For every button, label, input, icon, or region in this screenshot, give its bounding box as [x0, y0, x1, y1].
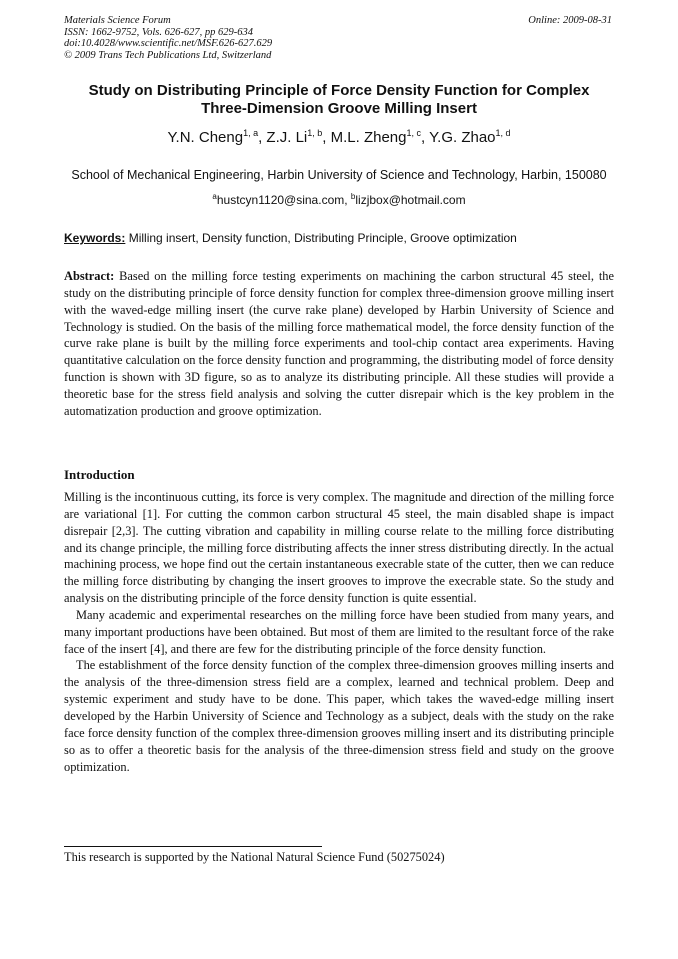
author: Y.G. Zhao$^{1, d}$ [429, 128, 511, 146]
title-line-1: Study on Distributing Principle of Force Density Function for Complex [88, 82, 590, 99]
issn-line: ISSN: 1662-9752, Vols. 626-627, pp 629-634 [64, 26, 253, 38]
keywords-text: Milling insert, Density function, Distributing Principle, Groove optimization [125, 231, 517, 245]
keywords-label: Keywords: [64, 231, 126, 245]
email-a: hustcyn1120@sina.com [216, 193, 345, 207]
paragraph: Many academic and experimental researches on the milling force have been studied from many years, and many important productions have been obtained. But most of them are limited to the resultant force of the rake face of the insert [4], and there are few for the distributing principle of the force density function. [64, 607, 614, 656]
abstract-text: Based on the milling force testing experiments on machining the carbon structural 45 steel, the study on the distributing principle of force density function for complex three-dimension groove milling insert with the waved-edge milling insert (the curve rake plane) developed by Harbin University of Science and Technology is studied. On the basis of the milling force mathematical model, the force density function of the curve rake plane is built by the milling force experiments and tool-chip contact area experiments. Having quantitative calculation on the force density function and programming, the distributing model of force density function is shown with 3D figure, so as to analyze its distributing principle. All these studies will provide a theoretic base for the stress field analysis and solving the cutter disrepair which is the key problem in the automatization production and groove optimization. [64, 269, 614, 418]
footnote-divider [64, 846, 322, 847]
keywords [64, 231, 618, 245]
author: Y.N. Cheng$^{1, a}$, [167, 128, 267, 146]
introduction-body [64, 489, 614, 775]
paragraph: The establishment of the force density function of the complex three-dimension grooves milling inserts and the analysis of the three-dimension stress field are a complex, learned and technical problem. Deep and systemic experiment and study have to be done. This paper, which takes the waved-edge milling insert developed by the Harbin University of Science and Technology as a subject, deals with the study on the rake face force density function of the complex three-dimension grooves milling insert and its distributing principle so as to offer a theoretic basis for the analysis of the three-dimension stress field and study on the groove optimization. [64, 658, 614, 774]
email-b: lizjbox@hotmail.com [355, 193, 466, 207]
paragraph: Milling is the incontinuous cutting, its force is very complex. The magnitude and direction of the milling force are variational [1]. For cutting the common carbon structural 45 steel, the main disabled shape is impact disrepair [2,3]. The cutting vibration and capability in milling course relate to the milling force distributing and its change principle, the milling force distributing affects the inner stress distributing directly. In the actual machining process, we hope find out the certain instantaneous execrable state of the cutter, then we can reduce the milling force distributing by changing the insert grooves to improve the execrable state. So the study and analysis on the distributing principle of the force density function is quite essential. [64, 490, 614, 606]
author-emails: $^a$hustcyn1120@sina.com, $^b$lizjbox@hotmail.com [212, 192, 466, 207]
author: Z.J. Li$^{1, b}$, [266, 128, 331, 146]
publication-info [64, 15, 272, 61]
author-list [40, 128, 638, 146]
abstract-label: Abstract: [64, 269, 115, 283]
affiliation: School of Mechanical Engineering, Harbin University of Science and Technology, Harbin, 150080 [71, 168, 607, 182]
abstract [64, 268, 614, 420]
footnote: This research is supported by the National Natural Science Fund (50275024) [64, 850, 445, 864]
online-date: Online: 2009-08-31 [528, 15, 612, 26]
paper-title [40, 82, 638, 118]
doi-line: doi:10.4028/www.scientific.net/MSF.626-627.629 [64, 38, 273, 49]
author: M.L. Zheng$^{1, c}$, [330, 128, 430, 146]
title-line-2: Three-Dimension Groove Milling Insert [201, 100, 477, 117]
copyright-line: © 2009 Trans Tech Publications Ltd, Switzerland [64, 49, 272, 61]
section-heading-introduction: Introduction [64, 467, 135, 482]
journal-name: Materials Science Forum [64, 15, 171, 26]
